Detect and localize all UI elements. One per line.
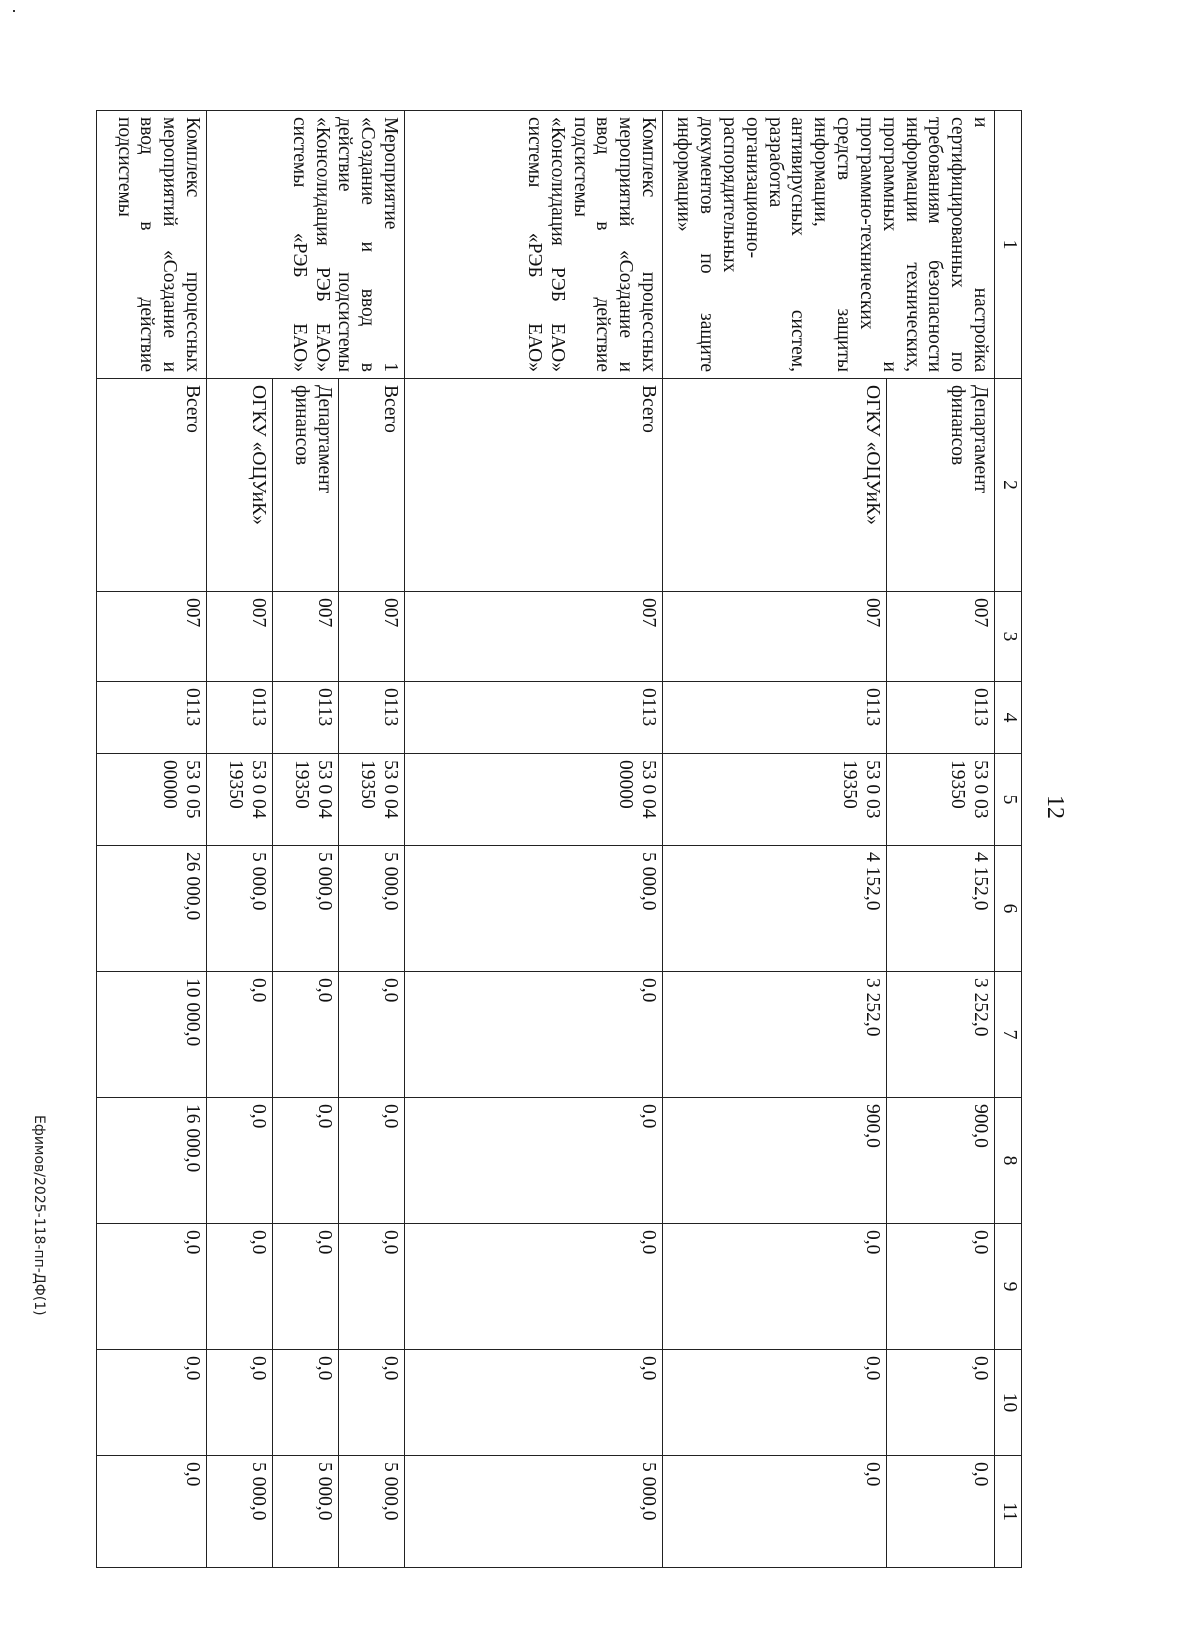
row-description [97, 111, 207, 379]
header-cell-6: 6 [995, 846, 1022, 972]
description-line: антивирусных систем, [787, 117, 809, 372]
header-cell-2: 2 [995, 379, 1022, 592]
year4-amount-cell: 0,0 [97, 1350, 207, 1456]
year3-amount-cell: 0,0 [339, 1224, 405, 1350]
description-line: организационно- [741, 117, 763, 259]
header-cell-4: 4 [995, 682, 1022, 754]
total-amount-cell: 5 000,0 [405, 846, 663, 972]
description-line: Комплекс процессных [638, 117, 659, 372]
target-article-cell [663, 754, 887, 846]
page-number: 12 [1042, 795, 1068, 819]
header-cell-7: 7 [995, 972, 1022, 1098]
row-description [663, 111, 995, 379]
executor-cell [663, 379, 887, 592]
executor-cell [339, 379, 405, 592]
description-line: «Консолидация РЭБ ЕАО» [311, 117, 333, 372]
target-article-cell [97, 754, 207, 846]
document-footer: Ефимов/2025-118-пп-ДФ(1) [31, 1115, 47, 1316]
target-article-line: 53 0 04 [380, 760, 401, 819]
year1-amount-cell: 10 000,0 [97, 972, 207, 1098]
description-line: системы «РЭБ ЕАО» [288, 117, 310, 372]
executor-line: Департамент [314, 385, 335, 494]
year2-amount-cell: 0,0 [339, 1098, 405, 1224]
year1-amount-cell: 0,0 [273, 972, 339, 1098]
year3-amount-cell: 0,0 [663, 1224, 887, 1350]
table-row [339, 111, 405, 1568]
row-description [207, 111, 405, 379]
header-cell-9: 9 [995, 1224, 1022, 1350]
year4-amount-cell: 0,0 [207, 1350, 273, 1456]
year1-amount-cell: 3 252,0 [887, 972, 995, 1098]
description-line: ввод в действие [136, 117, 158, 372]
grbs-code-cell: 007 [405, 592, 663, 682]
section-code-cell: 0113 [207, 682, 273, 754]
year2-amount-cell: 0,0 [273, 1098, 339, 1224]
year1-amount-cell: 0,0 [405, 972, 663, 1098]
table-body [97, 111, 1022, 1568]
description-line: требованиям безопасности [924, 117, 946, 372]
description-line: ввод в действие [592, 117, 614, 372]
year4-amount-cell: 0,0 [405, 1350, 663, 1456]
header-cell-5: 5 [995, 754, 1022, 846]
year4-amount-cell: 0,0 [663, 1350, 887, 1456]
total-amount-cell: 26 000,0 [97, 846, 207, 972]
target-article-line: 19350 [225, 760, 247, 809]
description-line: средств защиты [833, 117, 855, 372]
target-article-cell [207, 754, 273, 846]
section-code-cell: 0113 [663, 682, 887, 754]
year2-amount-cell: 0,0 [405, 1098, 663, 1224]
target-article-line: 53 0 04 [638, 760, 659, 819]
target-article-line: 53 0 05 [182, 760, 203, 819]
section-code-cell: 0113 [887, 682, 995, 754]
description-line: мероприятий «Создание и [159, 117, 181, 372]
executor-line: ОГКУ «ОЦУиК» [862, 385, 883, 525]
year4-amount-cell: 0,0 [273, 1350, 339, 1456]
year1-amount-cell: 0,0 [207, 972, 273, 1098]
year3-amount-cell: 0,0 [97, 1224, 207, 1350]
year1-amount-cell: 3 252,0 [663, 972, 887, 1098]
executor-cell [887, 379, 995, 592]
grbs-code-cell: 007 [207, 592, 273, 682]
description-line: мероприятий «Создание и [615, 117, 637, 372]
year3-amount-cell: 0,0 [273, 1224, 339, 1350]
target-article-cell [339, 754, 405, 846]
description-line: программно-технических [855, 117, 877, 330]
section-code-cell: 0113 [339, 682, 405, 754]
total-amount-cell: 5 000,0 [273, 846, 339, 972]
year4-amount-cell: 0,0 [339, 1350, 405, 1456]
description-line: распорядительных [719, 117, 741, 273]
grbs-code-cell: 007 [97, 592, 207, 682]
table-row [97, 111, 207, 1568]
year3-amount-cell: 0,0 [405, 1224, 663, 1350]
header-cell-10: 10 [995, 1350, 1022, 1456]
target-article-line: 19350 [947, 760, 969, 809]
executor-cell [405, 379, 663, 592]
description-line: Мероприятие 1 [380, 117, 401, 372]
target-article-line: 19350 [291, 760, 313, 809]
executor-line: финансов [947, 385, 969, 466]
description-line: разработка [764, 117, 786, 208]
description-line: и настройка [970, 117, 991, 372]
description-line: информации, [810, 117, 832, 227]
executor-line: Всего [380, 385, 401, 433]
description-line: действие подсистемы [334, 117, 356, 372]
executor-line: Департамент [970, 385, 991, 494]
description-line: «Консолидация РЭБ ЕАО» [546, 117, 568, 372]
budget-table [96, 110, 1022, 1568]
target-article-cell [273, 754, 339, 846]
scan-speck [13, 10, 15, 12]
header-cell-3: 3 [995, 592, 1022, 682]
executor-cell [97, 379, 207, 592]
total-amount-cell: 4 152,0 [663, 846, 887, 972]
section-code-cell: 0113 [273, 682, 339, 754]
year5-amount-cell: 0,0 [663, 1456, 887, 1568]
header-cell-11: 11 [995, 1456, 1022, 1568]
description-line: подсистемы [569, 117, 591, 217]
year2-amount-cell: 900,0 [663, 1098, 887, 1224]
grbs-code-cell: 007 [887, 592, 995, 682]
description-line: программных и [878, 117, 900, 372]
year4-amount-cell: 0,0 [887, 1350, 995, 1456]
target-article-line: 19350 [839, 760, 861, 809]
description-line: информации» [673, 117, 695, 232]
target-article-line: 53 0 04 [314, 760, 335, 819]
target-article-cell [405, 754, 663, 846]
section-code-cell: 0113 [97, 682, 207, 754]
year5-amount-cell: 0,0 [887, 1456, 995, 1568]
executor-line: финансов [291, 385, 313, 466]
description-line: системы «РЭБ ЕАО» [523, 117, 545, 372]
year3-amount-cell: 0,0 [207, 1224, 273, 1350]
target-article-line: 53 0 03 [862, 760, 883, 819]
executor-cell [207, 379, 273, 592]
description-line: «Создание и ввод в [357, 117, 379, 372]
target-article-cell [887, 754, 995, 846]
description-line: сертифицированных по [947, 117, 969, 372]
year2-amount-cell: 16 000,0 [97, 1098, 207, 1224]
total-amount-cell: 5 000,0 [339, 846, 405, 972]
executor-line: ОГКУ «ОЦУиК» [248, 385, 269, 525]
year2-amount-cell: 900,0 [887, 1098, 995, 1224]
executor-cell [273, 379, 339, 592]
table-row [887, 111, 995, 1568]
total-amount-cell: 5 000,0 [207, 846, 273, 972]
target-article-line: 53 0 03 [970, 760, 991, 819]
target-article-line: 53 0 04 [248, 760, 269, 819]
year1-amount-cell: 0,0 [339, 972, 405, 1098]
grbs-code-cell: 007 [663, 592, 887, 682]
description-line: Комплекс процессных [182, 117, 203, 372]
header-cell-8: 8 [995, 1098, 1022, 1224]
description-line: документов по защите [696, 117, 718, 372]
table-row [405, 111, 663, 1568]
header-cell-1: 1 [995, 111, 1022, 379]
description-line: подсистемы [113, 117, 135, 217]
executor-line: Всего [182, 385, 203, 433]
year5-amount-cell: 0,0 [97, 1456, 207, 1568]
target-article-line: 00000 [615, 760, 637, 809]
grbs-code-cell: 007 [273, 592, 339, 682]
year3-amount-cell: 0,0 [887, 1224, 995, 1350]
year5-amount-cell: 5 000,0 [273, 1456, 339, 1568]
total-amount-cell: 4 152,0 [887, 846, 995, 972]
header-row [995, 111, 1022, 1568]
executor-line: Всего [638, 385, 659, 433]
year2-amount-cell: 0,0 [207, 1098, 273, 1224]
year5-amount-cell: 5 000,0 [339, 1456, 405, 1568]
target-article-line: 00000 [159, 760, 181, 809]
year5-amount-cell: 5 000,0 [405, 1456, 663, 1568]
target-article-line: 19350 [357, 760, 379, 809]
row-description [405, 111, 663, 379]
year5-amount-cell: 5 000,0 [207, 1456, 273, 1568]
section-code-cell: 0113 [405, 682, 663, 754]
description-line: информации технических, [901, 117, 923, 372]
grbs-code-cell: 007 [339, 592, 405, 682]
